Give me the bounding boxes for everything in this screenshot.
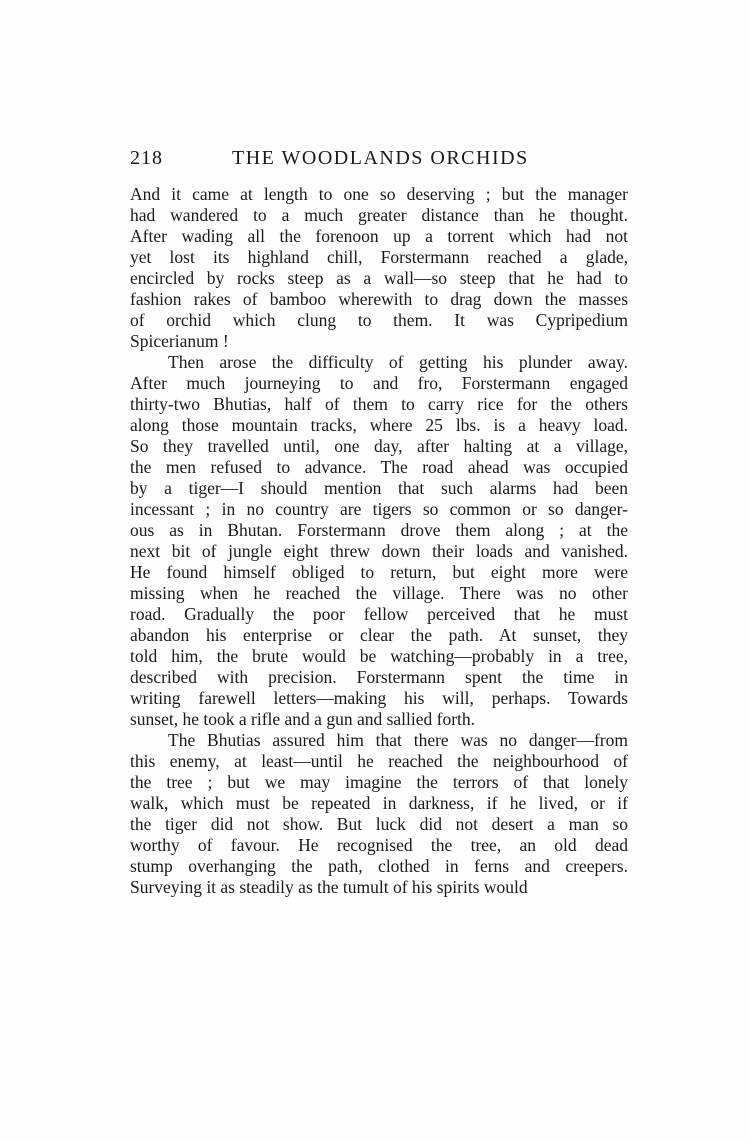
text-line: worthy of favour. He recognised the tree, an old dead <box>130 835 628 855</box>
page-header <box>130 147 630 177</box>
text-line: next bit of jungle eight threw down their loads and vanished. <box>130 541 628 561</box>
text-line: the tree ; but we may imagine the terrors of that lonely <box>130 772 628 792</box>
text-line: described with precision. Forstermann spent the time in <box>130 667 628 687</box>
text-line: After wading all the forenoon up a torrent which had not <box>130 226 628 246</box>
text-line: road. Gradually the poor fellow perceived that he must <box>130 604 628 624</box>
text-line: ous as in Bhutan. Forstermann drove them along ; at the <box>130 520 628 540</box>
text-line: So they travelled until, one day, after halting at a village, <box>130 436 628 456</box>
text-line: fashion rakes of bamboo wherewith to drag down the masses <box>130 289 628 309</box>
text-line: by a tiger—I should mention that such alarms had been <box>130 478 628 498</box>
running-title: THE WOODLANDS ORCHIDS <box>232 147 529 169</box>
text-line: the tiger did not show. But luck did not desert a man so <box>130 814 628 834</box>
paragraph <box>130 184 628 352</box>
paragraph <box>130 352 628 730</box>
text-line: this enemy, at least—until he reached the neighbourhood of <box>130 751 628 771</box>
text-line: sunset, he took a rifle and a gun and sallied forth. <box>130 709 476 729</box>
page-number: 218 <box>130 147 163 169</box>
text-line: The Bhutias assured him that there was no danger—from <box>168 730 628 750</box>
text-line: yet lost its highland chill, Forstermann reached a glade, <box>130 247 628 267</box>
text-line: He found himself obliged to return, but eight more were <box>130 562 628 582</box>
text-line: writing farewell letters—making his will, perhaps. Towards <box>130 688 628 708</box>
body-text <box>130 184 628 898</box>
text-line: missing when he reached the village. There was no other <box>130 583 628 603</box>
text-line: walk, which must be repeated in darkness, if he lived, or if <box>130 793 628 813</box>
text-line: had wandered to a much greater distance than he thought. <box>130 205 628 225</box>
text-line: along those mountain tracks, where 25 lbs. is a heavy load. <box>130 415 628 435</box>
text-line: thirty-two Bhutias, half of them to carry rice for the others <box>130 394 628 414</box>
text-line: After much journeying to and fro, Forstermann engaged <box>130 373 628 393</box>
text-line: Surveying it as steadily as the tumult of his spirits would <box>130 877 528 897</box>
text-line: of orchid which clung to them. It was Cypripedium <box>130 310 628 330</box>
text-line: stump overhanging the path, clothed in ferns and creepers. <box>130 856 628 876</box>
text-line: told him, the brute would be watching—probably in a tree, <box>130 646 628 666</box>
paragraph <box>130 730 628 898</box>
text-line: And it came at length to one so deserving ; but the manager <box>130 184 628 204</box>
text-line: Spicerianum ! <box>130 331 229 351</box>
text-line: the men refused to advance. The road ahead was occupied <box>130 457 628 477</box>
text-line: Then arose the difficulty of getting his plunder away. <box>168 352 628 372</box>
text-line: encircled by rocks steep as a wall—so steep that he had to <box>130 268 628 288</box>
text-line: abandon his enterprise or clear the path. At sunset, they <box>130 625 628 645</box>
text-line: incessant ; in no country are tigers so common or so danger- <box>130 499 628 519</box>
